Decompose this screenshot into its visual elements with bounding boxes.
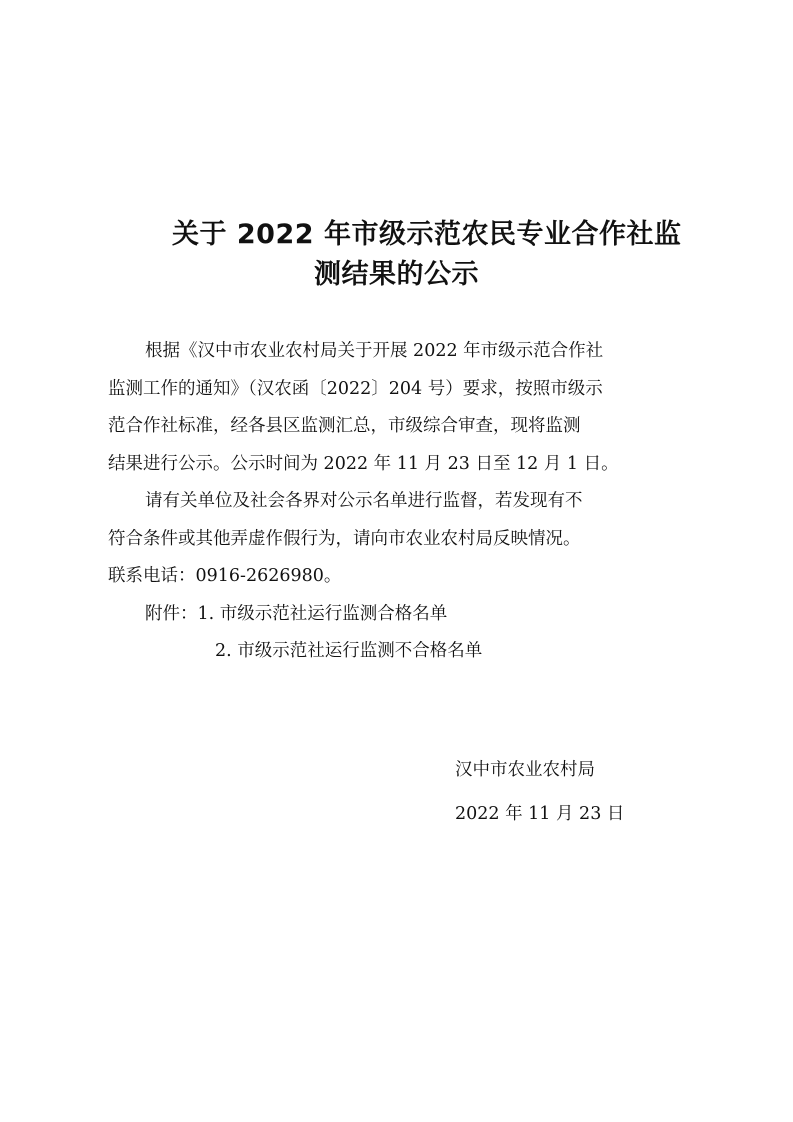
contact-phone <box>108 558 688 596</box>
attachment-item-2: 2. 市级示范社运行监测不合格名单 <box>215 641 483 661</box>
contact-line: 联系电话：0916-2626980。 <box>108 566 342 586</box>
paragraph-line: 范合作社标准，经各县区监测汇总，市级综合审查，现将监测 <box>108 416 581 436</box>
paragraph-line: 符合条件或其他弄虚作假行为，请向市农业农村局反映情况。 <box>108 528 581 549</box>
attachment-item-1: 附件：1. 市级示范社运行监测合格名单 <box>145 603 448 624</box>
paragraph-line: 根据《汉中市农业农村局关于开展 2022 年市级示范合作社 <box>145 341 604 361</box>
document-title <box>172 215 712 295</box>
title-line-1: 关于 2022 年市级示范农民专业合作社监 <box>172 219 682 250</box>
paragraph-basis <box>108 333 688 483</box>
paragraph-line: 监测工作的通知》（汉农函〔2022〕204 号）要求，按照市级示 <box>108 378 603 399</box>
document-body <box>108 333 688 671</box>
signature-date: 2022 年 11 月 23 日 <box>455 804 625 824</box>
signature-organization: 汉中市农业农村局 <box>455 760 595 780</box>
paragraph-supervision <box>108 483 688 558</box>
signature-block <box>455 748 624 836</box>
paragraph-line: 结果进行公示。公示时间为 2022 年 11 月 23 日至 12 月 1 日。 <box>108 453 619 474</box>
title-line-2: 测结果的公示 <box>314 259 479 290</box>
attachments <box>108 596 688 671</box>
paragraph-line: 请有关单位及社会各界对公示名单进行监督，若发现有不 <box>145 491 583 511</box>
